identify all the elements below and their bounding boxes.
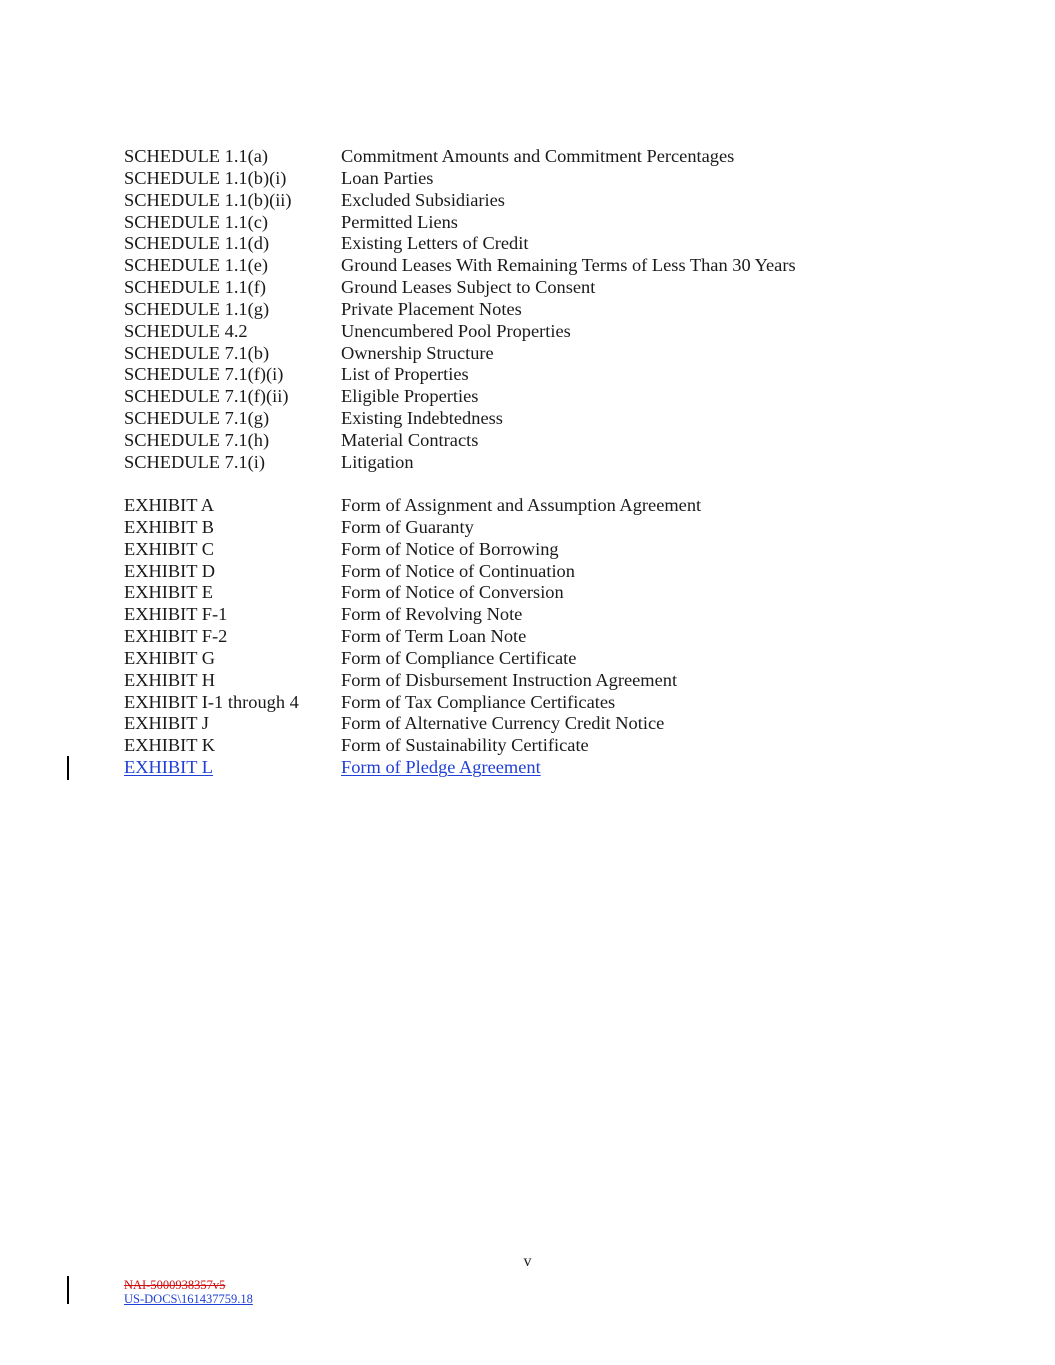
schedule-list [124, 146, 1004, 474]
exhibit-row [124, 626, 1004, 648]
schedule-code: SCHEDULE 1.1(g) [124, 298, 270, 319]
schedule-row [124, 452, 1004, 474]
schedule-title: Ownership Structure [341, 342, 494, 363]
change-bar [67, 1276, 69, 1304]
schedule-row [124, 190, 1004, 212]
exhibit-title: Form of Guaranty [341, 516, 474, 537]
pledge-agreement-link[interactable]: Form of Pledge Agreement [341, 757, 541, 778]
exhibit-title: Form of Tax Compliance Certificates [341, 691, 616, 712]
schedule-row [124, 212, 1004, 234]
exhibit-code: EXHIBIT G [124, 647, 216, 668]
schedule-code: SCHEDULE 1.1(d) [124, 233, 270, 254]
exhibit-code: EXHIBIT F-2 [124, 626, 228, 647]
schedule-row [124, 408, 1004, 430]
document-id-block [124, 1278, 253, 1306]
exhibit-code: EXHIBIT J [124, 713, 209, 734]
schedule-title: Private Placement Notes [341, 298, 522, 319]
exhibit-title: Form of Notice of Continuation [341, 560, 575, 581]
exhibit-row [124, 735, 1004, 757]
exhibit-row [124, 648, 1004, 670]
deleted-document-id: NAI-5000938357v5 [124, 1278, 226, 1292]
exhibit-code: EXHIBIT E [124, 582, 214, 603]
schedule-code: SCHEDULE 7.1(h) [124, 429, 270, 450]
schedule-code: SCHEDULE 7.1(i) [124, 451, 265, 472]
schedule-row [124, 343, 1004, 365]
schedule-title: Permitted Liens [341, 211, 458, 232]
schedule-row [124, 321, 1004, 343]
schedule-code: SCHEDULE 1.1(b)(ii) [124, 189, 292, 210]
schedule-row [124, 168, 1004, 190]
schedule-title: Loan Parties [341, 167, 434, 188]
schedule-code: SCHEDULE 7.1(g) [124, 408, 270, 429]
exhibit-row [124, 539, 1004, 561]
exhibit-title: Form of Notice of Borrowing [341, 538, 559, 559]
schedule-title: Ground Leases Subject to Consent [341, 277, 596, 298]
schedule-code: SCHEDULE 4.2 [124, 320, 248, 341]
exhibit-row [124, 561, 1004, 583]
exhibit-code: EXHIBIT I-1 through 4 [124, 691, 299, 712]
schedule-code: SCHEDULE 1.1(c) [124, 211, 269, 232]
schedule-title: Commitment Amounts and Commitment Percentages [341, 146, 735, 166]
schedule-row [124, 386, 1004, 408]
exhibit-row-inserted [124, 757, 1004, 779]
exhibit-code: EXHIBIT H [124, 669, 216, 690]
change-bar [67, 756, 69, 780]
schedule-title: Material Contracts [341, 429, 479, 450]
schedule-title: Litigation [341, 451, 414, 472]
exhibit-row [124, 604, 1004, 626]
schedule-code: SCHEDULE 7.1(f)(i) [124, 364, 284, 385]
exhibit-title: Form of Term Loan Note [341, 626, 527, 647]
schedule-title: Existing Letters of Credit [341, 233, 529, 254]
schedule-row [124, 146, 1004, 168]
schedule-title: Eligible Properties [341, 386, 479, 407]
page-number: v [523, 1253, 532, 1270]
exhibit-row [124, 692, 1004, 714]
exhibit-code: EXHIBIT C [124, 538, 215, 559]
schedule-row [124, 233, 1004, 255]
schedule-row [124, 430, 1004, 452]
schedule-row [124, 299, 1004, 321]
exhibit-title: Form of Sustainability Certificate [341, 735, 589, 756]
schedule-code: SCHEDULE 7.1(b) [124, 342, 270, 363]
exhibit-title: Form of Alternative Currency Credit Notice [341, 713, 665, 734]
schedule-title: Excluded Subsidiaries [341, 189, 505, 210]
exhibit-title: Form of Disbursement Instruction Agreement [341, 669, 678, 690]
exhibit-title: Form of Compliance Certificate [341, 647, 577, 668]
exhibit-row [124, 517, 1004, 539]
exhibit-code: EXHIBIT K [124, 735, 216, 756]
exhibit-row [124, 495, 1004, 517]
exhibit-title: Form of Assignment and Assumption Agreement [341, 495, 702, 515]
schedule-title: Unencumbered Pool Properties [341, 320, 571, 341]
schedule-title: Existing Indebtedness [341, 408, 503, 429]
schedule-code: SCHEDULE 1.1(f) [124, 277, 266, 298]
exhibit-row [124, 713, 1004, 735]
schedule-code: SCHEDULE 1.1(b)(i) [124, 167, 287, 188]
schedule-title: List of Properties [341, 364, 469, 385]
inserted-document-id: US-DOCS\161437759.18 [124, 1292, 253, 1306]
exhibit-code: EXHIBIT D [124, 560, 216, 581]
schedule-row [124, 364, 1004, 386]
schedule-row [124, 255, 1004, 277]
exhibit-title: Form of Notice of Conversion [341, 582, 564, 603]
schedule-code: SCHEDULE 7.1(f)(ii) [124, 386, 289, 407]
exhibit-list [124, 495, 1004, 779]
schedule-code: SCHEDULE 1.1(e) [124, 255, 269, 276]
exhibit-title: Form of Revolving Note [341, 604, 523, 625]
schedule-code: SCHEDULE 1.1(a) [124, 146, 269, 166]
exhibit-l-link[interactable]: EXHIBIT L [124, 757, 214, 778]
schedule-row [124, 277, 1004, 299]
schedule-title: Ground Leases With Remaining Terms of Less Than 30 Years [341, 255, 796, 276]
exhibit-row [124, 670, 1004, 692]
exhibit-code: EXHIBIT F-1 [124, 604, 228, 625]
exhibit-code: EXHIBIT B [124, 516, 215, 537]
exhibit-row [124, 582, 1004, 604]
exhibit-code: EXHIBIT A [124, 495, 215, 515]
